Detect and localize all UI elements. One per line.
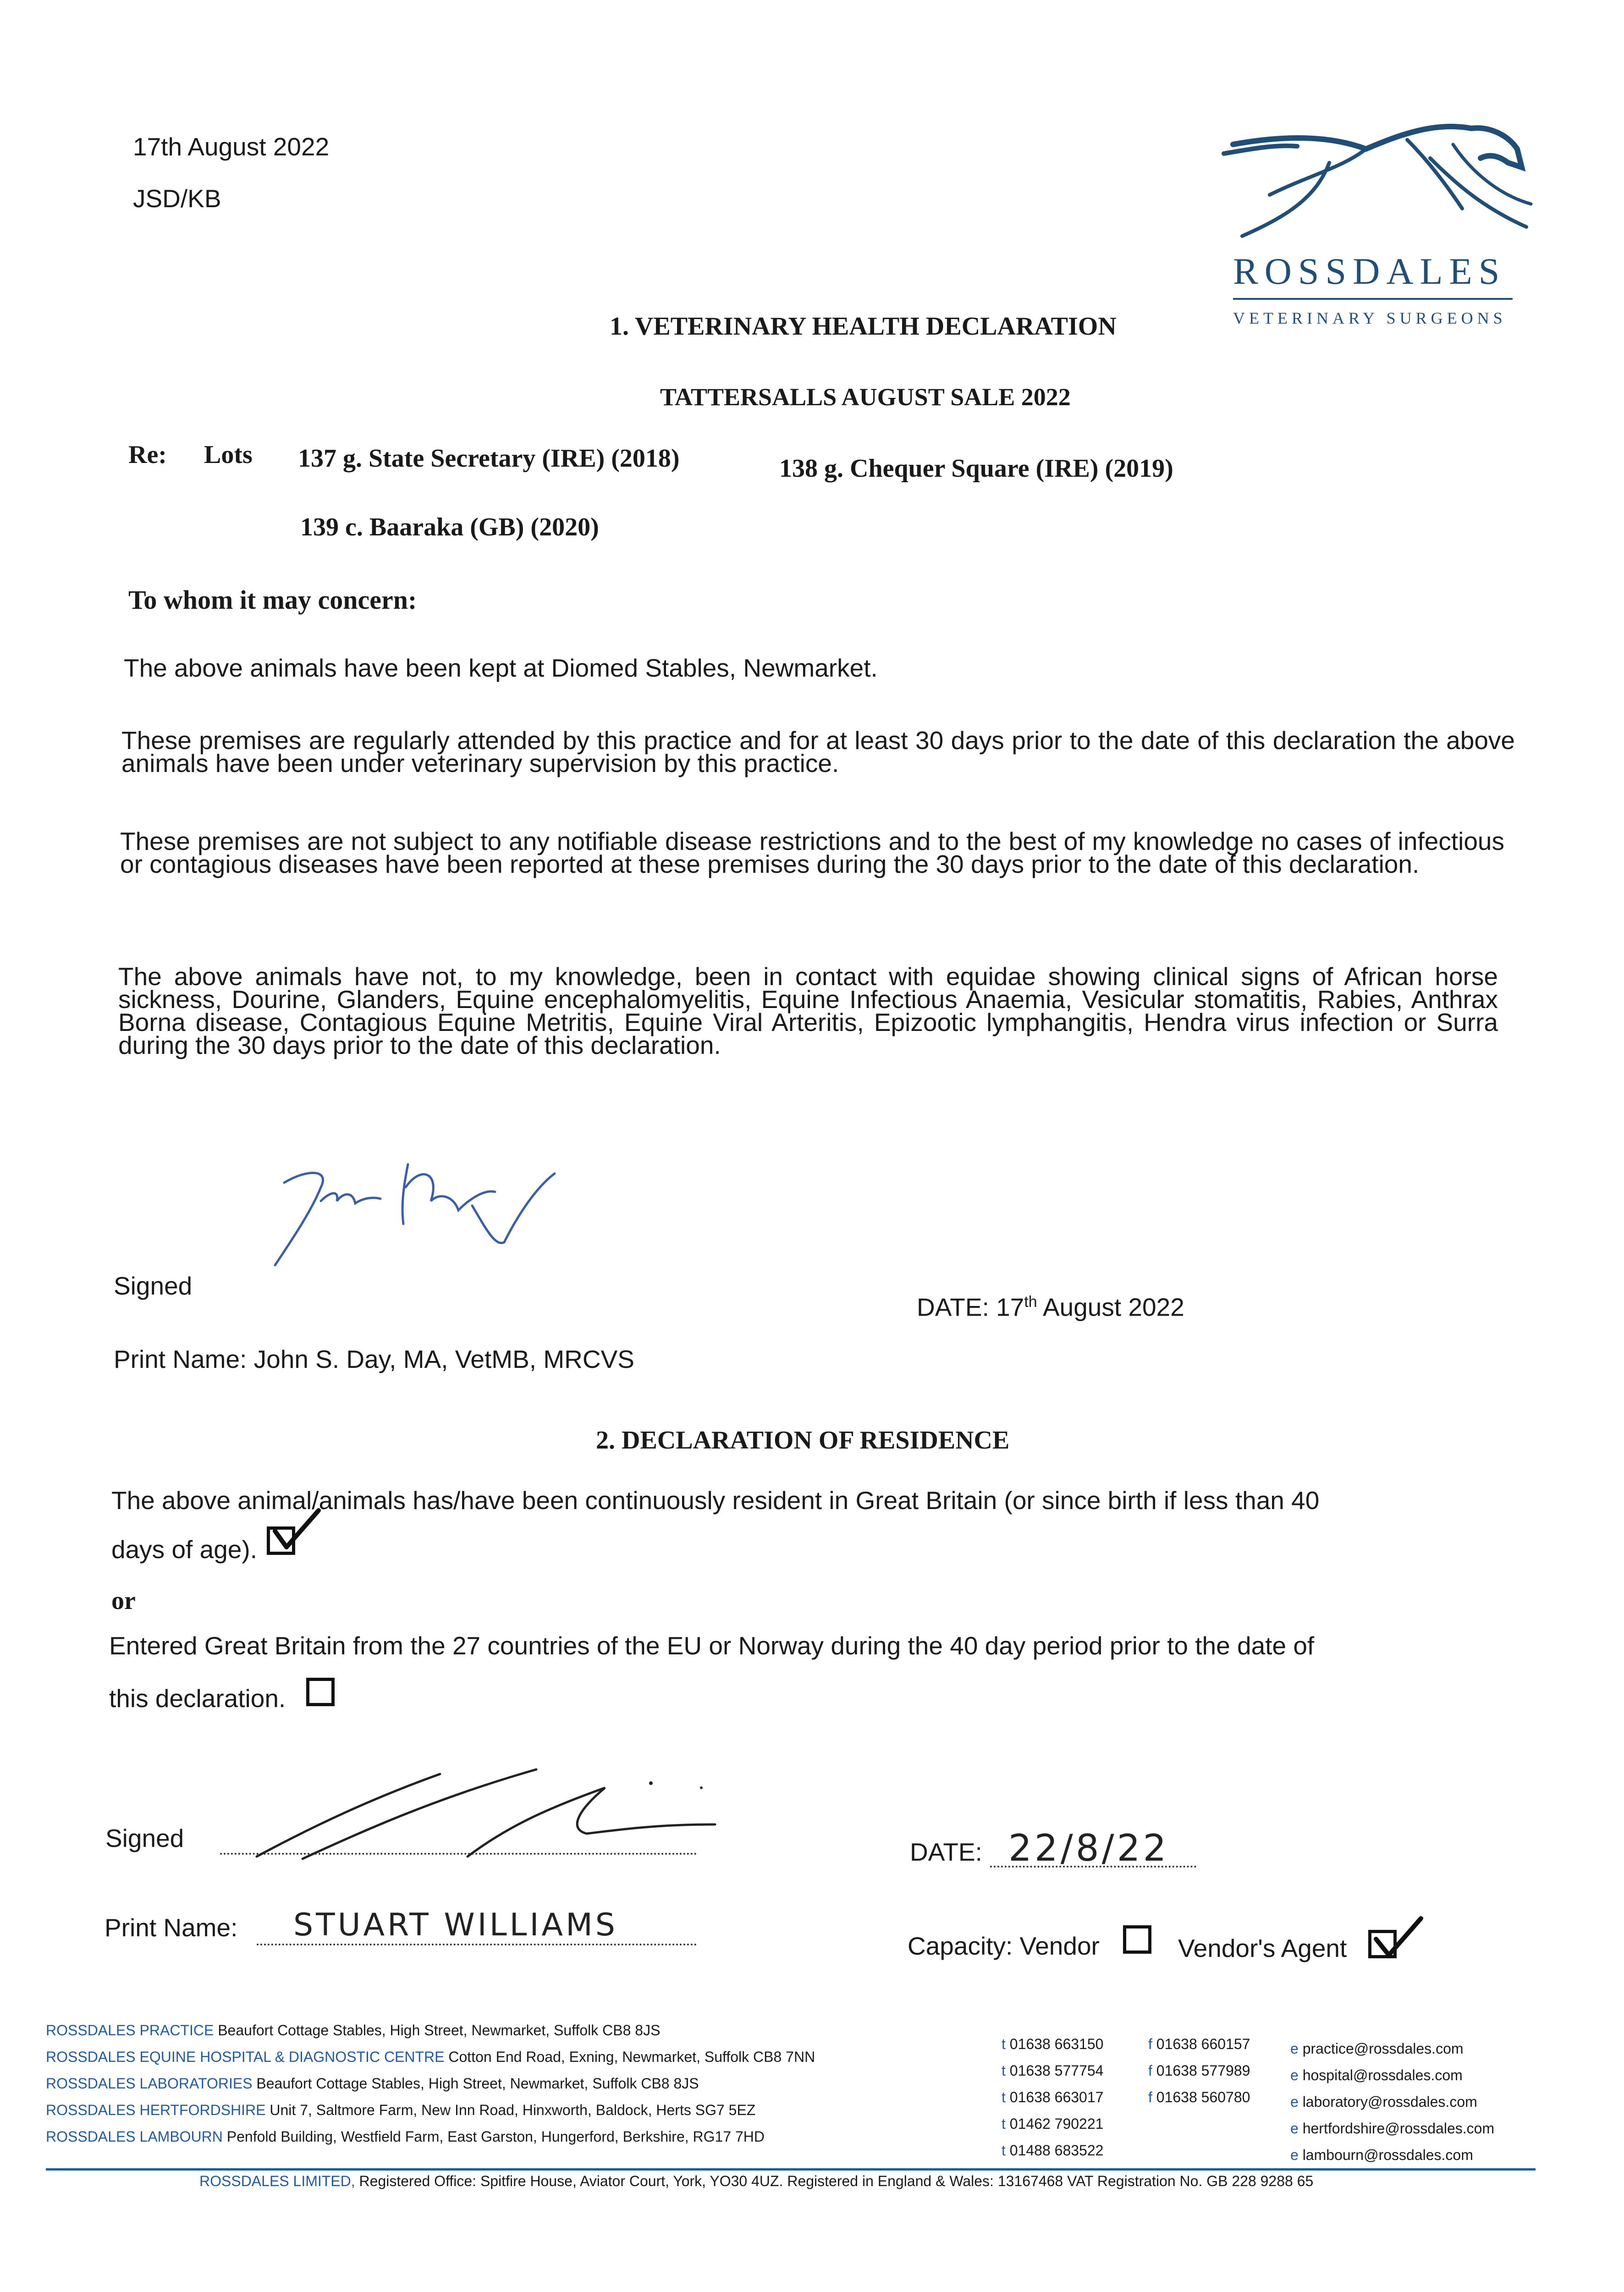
entered-checkbox[interactable] bbox=[306, 1678, 335, 1706]
vendor-signature-icon bbox=[248, 1760, 724, 1866]
logo-wordmark: ROSSDALES bbox=[1233, 250, 1506, 292]
salutation: To whom it may concern: bbox=[128, 585, 417, 615]
footer-practice-row: ROSSDALES LAMBOURN Penfold Building, Westfield Farm, East Garston, Hungerford, Berkshire, RG17 7HD bbox=[46, 2128, 765, 2145]
footer-phones: t 01638 663150 t 01638 577754 t 01638 663017 t 01462 790221 t 01488 683522 bbox=[1002, 2036, 1104, 2159]
residence-option1-line2: days of age). bbox=[111, 1535, 257, 1564]
email-practice[interactable]: practice@rossdales.com bbox=[1302, 2040, 1464, 2057]
logo-subtitle: VETERINARY SURGEONS bbox=[1233, 309, 1507, 327]
vendors-agent-label: Vendor's Agent bbox=[1178, 1934, 1347, 1962]
vendor-date-value: 22/8/22 bbox=[1008, 1827, 1169, 1869]
footer-faxes: f 01638 660157 f 01638 577989 f 01638 560780 bbox=[1148, 2036, 1250, 2105]
phone-hertfordshire: 01462 790221 bbox=[1009, 2116, 1104, 2132]
phone-laboratory: 01638 663017 bbox=[1009, 2089, 1104, 2105]
vet-signature-icon bbox=[257, 1146, 578, 1279]
capacity-label: Capacity: Vendor bbox=[908, 1932, 1100, 1960]
vet-date: DATE: 17th August 2022 bbox=[917, 1293, 1184, 1322]
email-hertfordshire[interactable]: hertfordshire@rossdales.com bbox=[1302, 2120, 1495, 2137]
footer-practices bbox=[46, 2017, 963, 2150]
footer-rule bbox=[46, 2168, 1536, 2171]
email-laboratory[interactable]: laboratory@rossdales.com bbox=[1302, 2094, 1477, 2110]
footer-registered-office: ROSSDALES LIMITED, Registered Office: Spitfire House, Aviator Court, York, YO30 4UZ. Registered in England & Wales: 13167468 VAT Registration No. GB 228 9288 65 bbox=[199, 2173, 1314, 2189]
vendor-signed-label: Signed bbox=[105, 1824, 184, 1852]
vendor-checkbox[interactable] bbox=[1123, 1925, 1151, 1954]
vet-print-name: Print Name: John S. Day, MA, VetMB, MRCVS bbox=[114, 1345, 634, 1373]
fax-laboratory: 01638 560780 bbox=[1156, 2089, 1250, 2105]
lot-137: 137 g. State Secretary (IRE) (2018) bbox=[298, 444, 680, 473]
footer-practice-row: ROSSDALES PRACTICE Beaufort Cottage Stables, High Street, Newmarket, Suffolk CB8 8JS bbox=[46, 2022, 661, 2039]
section1-subtitle: TATTERSALLS AUGUST SALE 2022 bbox=[660, 383, 1071, 411]
paragraph-kept: The above animals have been kept at Diomed Stables, Newmarket. bbox=[124, 654, 878, 682]
lot-139: 139 c. Baaraka (GB) (2020) bbox=[300, 513, 599, 541]
section1-title: 1. VETERINARY HEALTH DECLARATION bbox=[610, 312, 1117, 341]
footer-practice-row: ROSSDALES EQUINE HOSPITAL & DIAGNOSTIC CENTRE Cotton End Road, Exning, Newmarket, Suffolk CB8 7NN bbox=[46, 2049, 815, 2065]
vendor-date-label: DATE: bbox=[910, 1838, 982, 1866]
lot-138: 138 g. Chequer Square (IRE) (2019) bbox=[779, 454, 1173, 483]
logo-rule bbox=[1233, 298, 1513, 300]
vet-signed-label: Signed bbox=[114, 1272, 193, 1300]
email-hospital[interactable]: hospital@rossdales.com bbox=[1302, 2067, 1463, 2083]
paragraph-supervision: These premises are regularly attended by this practice and for at least 30 days prior to the date of this declaration the above animals have been under veterinary supervision by this practice. bbox=[121, 726, 1515, 777]
phone-practice: 01638 663150 bbox=[1009, 2036, 1104, 2052]
residence-option1-line1: The above animal/animals has/have been continuously resident in Great Britain (or since birth if less than 40 bbox=[111, 1486, 1320, 1515]
footer-emails: e practice@rossdales.com e hospital@rossdales.com e laboratory@rossdales.com e hertfordshire@rossdales.com e lambourn@rossdales.com bbox=[1290, 2040, 1495, 2163]
residence-option2-line1: Entered Great Britain from the 27 countries of the EU or Norway during the 40 day period prior to the date of bbox=[109, 1631, 1315, 1660]
agent-checkmark-icon bbox=[1371, 1914, 1426, 1964]
or-label: or bbox=[111, 1587, 136, 1615]
footer-practice-row: ROSSDALES HERTFORDSHIRE Unit 7, Saltmore Farm, New Inn Road, Hinxworth, Baldock, Herts SG7 5EZ bbox=[46, 2102, 756, 2118]
email-lambourn[interactable]: lambourn@rossdales.com bbox=[1302, 2147, 1473, 2163]
footer-practice-row: ROSSDALES LABORATORIES Beaufort Cottage Stables, High Street, Newmarket, Suffolk CB8 8JS bbox=[46, 2075, 699, 2092]
paragraph-contact: The above animals have not, to my knowledge, been in contact with equidae showing clinical signs of African horse sickness, Dourine, Glanders, Equine encephalomyelitis, Equine Infectious Anaemia, Vesicular stomatitis, Rabies, Anthrax Borna disease, Contagious Equine Metritis, Equine Viral Arteritis, Epizootic lymphangitis, Hendra virus infection or Surra during the 30 days prior to the date of this declaration. bbox=[118, 962, 1498, 1059]
fax-hospital: 01638 577989 bbox=[1156, 2062, 1250, 2079]
re-label: Re: bbox=[128, 441, 167, 469]
letter-date: 17th August 2022 bbox=[133, 132, 330, 161]
letter-reference: JSD/KB bbox=[133, 184, 221, 213]
paragraph-restrictions: These premises are not subject to any notifiable disease restrictions and to the best of my knowledge no cases of infectious or contagious diseases have been reported at these premises during the 30 days prior to the date of this declaration. bbox=[120, 827, 1504, 878]
rossdales-logo bbox=[1215, 117, 1536, 337]
section2-title: 2. DECLARATION OF RESIDENCE bbox=[596, 1426, 1010, 1455]
vendor-print-line bbox=[257, 1944, 697, 1945]
lots-label: Lots bbox=[204, 441, 253, 469]
phone-hospital: 01638 577754 bbox=[1009, 2062, 1104, 2079]
fax-practice: 01638 660157 bbox=[1156, 2036, 1250, 2052]
residence-option2-line2: this declaration. bbox=[109, 1684, 286, 1713]
vendor-print-value: STUART WILLIAMS bbox=[293, 1907, 618, 1943]
horse-logo-icon bbox=[1215, 117, 1536, 254]
vendor-print-label: Print Name: bbox=[105, 1913, 238, 1942]
checkmark-icon bbox=[268, 1506, 323, 1556]
phone-lambourn: 01488 683522 bbox=[1009, 2142, 1104, 2159]
